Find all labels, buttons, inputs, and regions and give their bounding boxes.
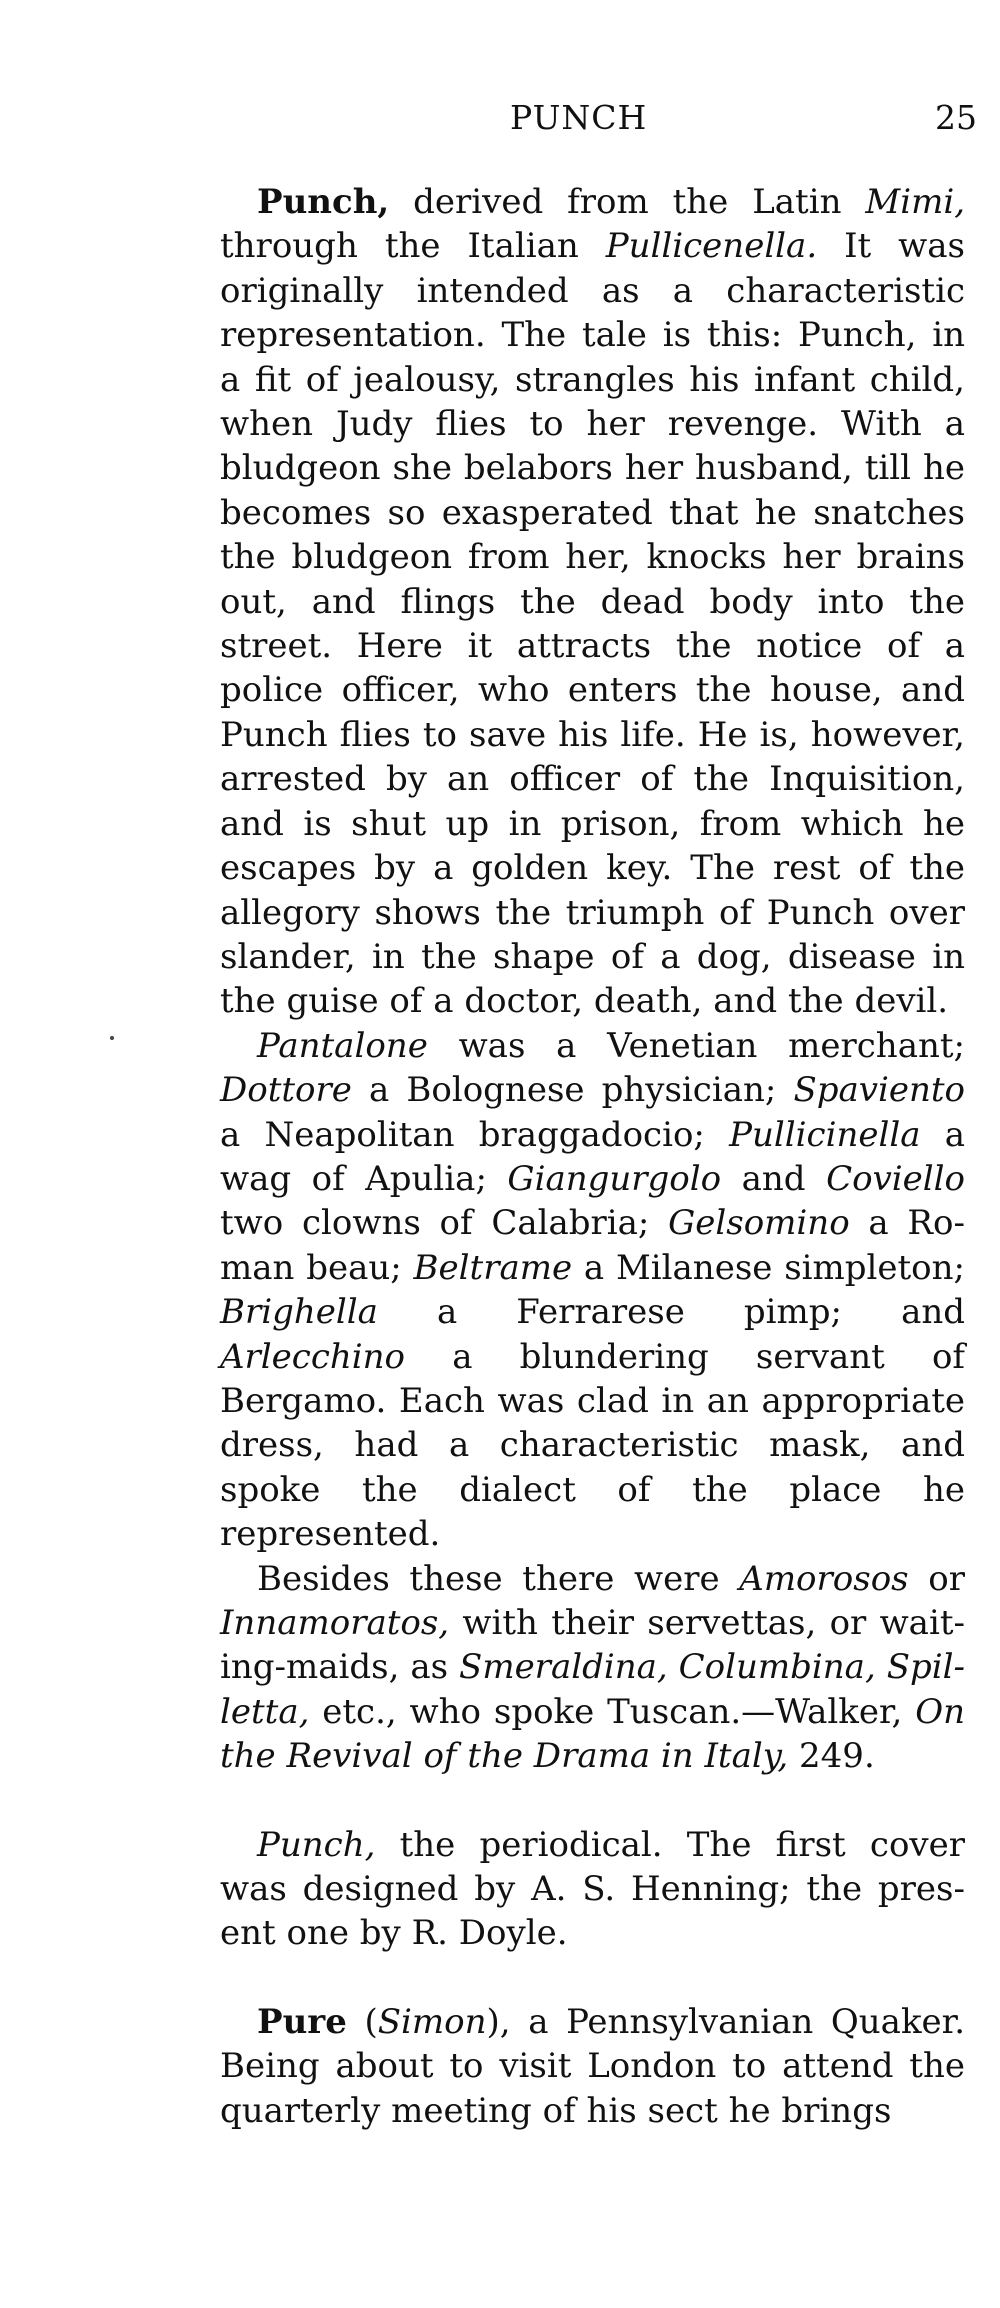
entry-text: etc., who spoke Tuscan.—Walker, xyxy=(309,1691,916,1732)
italic-term: Dottore xyxy=(220,1070,352,1111)
entry-text: ( xyxy=(346,2001,378,2042)
italic-term: Pantalone xyxy=(257,1025,428,1066)
italic-term: Innamoratos, xyxy=(220,1603,450,1643)
italic-term: Amorosos xyxy=(739,1558,909,1599)
page-number: 25 xyxy=(935,98,977,137)
entry-headword: Pure xyxy=(257,2001,347,2042)
entry-text: It was originally intended as a characteristic representation. The tale is this: Punch, in a fit of jealousy, strangles his infant child, when Judy flies to her revenge. With a bludgeon she belabors her husband, till he becomes so exasperated that he snatches the bludgeon from her, knocks her brains out, and flings the dead body into the street. Here it attracts the notice of a police officer, who enters the house, and Punch flies to save his life. He is, however, arrested by an officer of the Inquisition, and is shut up in prison, from which he escapes by a golden key. The rest of the allegory shows the triumph of Punch over slander, in the shape of a dog, disease in the guise of a doctor, death, and the devil. xyxy=(220,226,966,1022)
italic-term: Coviello xyxy=(826,1158,965,1199)
italic-term: Simon xyxy=(377,2001,487,2042)
running-header xyxy=(0,98,1000,148)
italic-term: Giangurgolo xyxy=(507,1158,722,1199)
entry-text: with their servettas, or waiting-maids, as xyxy=(220,1603,965,1688)
entry-text: 249. xyxy=(788,1736,875,1777)
page-body xyxy=(220,180,965,2133)
italic-term: Mimi, xyxy=(865,182,965,222)
citation-title: On the Revival of the Drama in Italy, xyxy=(220,1691,965,1777)
entry-text: a Bolognese physician; xyxy=(351,1070,794,1111)
entry-punch xyxy=(220,180,965,1024)
entry-text: a Roman beau; xyxy=(220,1203,965,1288)
entry-text: and xyxy=(721,1158,827,1199)
entry-text: a Milanese simpleton; xyxy=(572,1247,965,1288)
italic-term: Arlecchino xyxy=(220,1336,406,1377)
entry-pure-simon xyxy=(220,2000,965,2133)
entry-text: a blundering servant of Bergamo. Each was clad in an appropriate dress, had a characteristic mask, and spoke the dialect of the place he represented. xyxy=(220,1336,965,1555)
entry-headword: Punch, xyxy=(257,182,390,222)
paragraph-amorosos xyxy=(220,1557,965,1779)
entry-text: a wag of Apulia; xyxy=(220,1114,965,1199)
entry-text: Besides these there were xyxy=(257,1558,740,1599)
entry-text: derived from the Latin xyxy=(389,182,866,222)
entry-text: two clowns of Calabria; xyxy=(220,1203,669,1244)
entry-text: a Ferrarese pimp; and xyxy=(377,1292,965,1333)
running-title: PUNCH xyxy=(510,98,648,137)
italic-term: Beltrame xyxy=(413,1247,573,1288)
italic-term: Spaviento xyxy=(793,1070,965,1111)
entry-text: the periodical. The first cover was designed by A. S. Henning; the present one by R. Doyle. xyxy=(220,1824,965,1954)
entry-text: ), a Pennsylvanian Quaker. Being about to visit London to attend the quarterly meeting of his sect he brings xyxy=(220,2001,965,2131)
entry-text: through the Italian xyxy=(220,226,606,267)
entry-text: a Neapolitan braggadocio; xyxy=(220,1114,730,1155)
entry-spacer xyxy=(220,1956,965,2000)
entry-spacer xyxy=(220,1779,965,1823)
italic-term: Brighella xyxy=(220,1292,378,1333)
entry-text: or xyxy=(908,1558,965,1599)
entry-text: was a Venetian merchant; xyxy=(427,1025,965,1066)
italic-term: Punch, xyxy=(257,1824,376,1865)
italic-term: Pullicenella. xyxy=(605,226,818,267)
italic-term: Smeraldina, Columbina, Spilletta, xyxy=(220,1647,965,1732)
margin-speck xyxy=(110,1036,114,1040)
italic-term: Pullicinella xyxy=(729,1114,921,1155)
paragraph-characters xyxy=(220,1024,965,1557)
italic-term: Gelsomino xyxy=(668,1203,850,1244)
entry-punch-periodical xyxy=(220,1823,965,1956)
